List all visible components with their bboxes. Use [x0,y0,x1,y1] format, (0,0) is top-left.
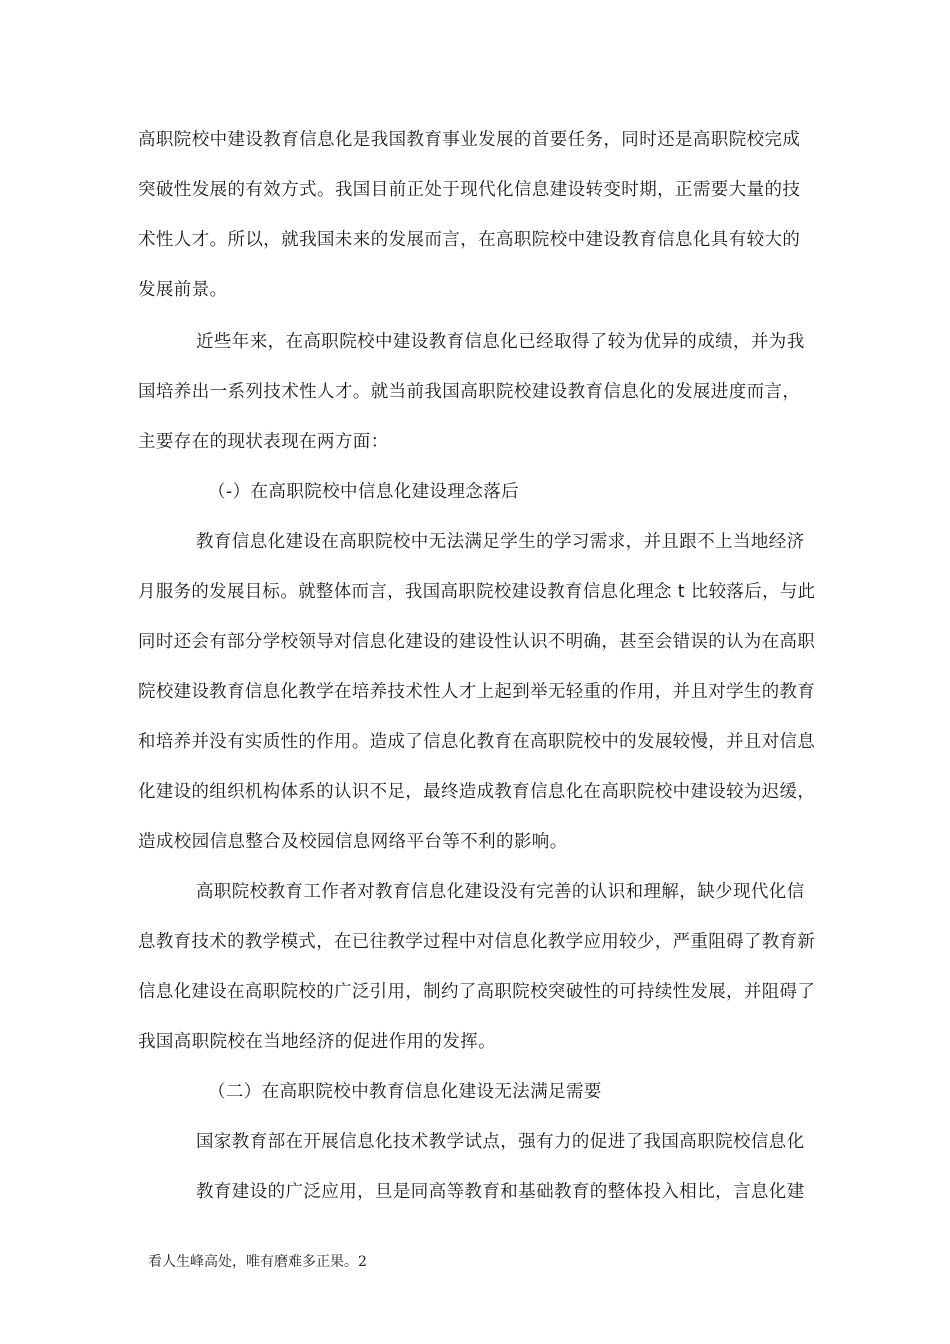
body-line: 我国高职院校在当地经济的促进作用的发挥。 [138,1032,496,1052]
section-heading: （-）在高职院校中信息化建设理念落后 [208,482,520,502]
body-line: 化建设的组织机构体系的认识不足，最终造成教育信息化在高职院校中建设较为迟缓， [138,782,816,802]
body-line: 月服务的发展目标。就整体而言，我国高职院校建设教育信息化理念 t 比较落后，与此 [138,582,816,602]
section-heading: （二）在高职院校中教育信息化建设无法满足需要 [208,1082,602,1102]
body-line: 术性人才。所以，就我国未来的发展而言，在高职院校中建设教育信息化具有较大的 [138,230,801,250]
body-line: 近些年来，在高职院校中建设教育信息化已经取得了较为优异的成绩，并为我 [196,332,805,352]
body-line: 造成校园信息整合及校园信息网络平台等不利的影响。 [138,832,568,852]
body-line: 高职院校教育工作者对教育信息化建设没有完善的认识和理解，缺少现代化信 [196,882,805,902]
body-line: 息教育技术的教学模式，在已往教学过程中对信息化教学应用较少，严重阻碍了教育新 [138,932,816,952]
body-line: 教育建设的广泛应用，旦是同高等教育和基础教育的整体投入相比，言息化建 [196,1182,805,1202]
body-line: 同时还会有部分学校领导对信息化建设的建设性认识不明确，甚至会错误的认为在高职 [138,632,816,652]
body-line: 院校建设教育信息化教学在培养技术性人才上起到举无轻重的作用，并且对学生的教育 [138,682,816,702]
body-line: 高职院校中建设教育信息化是我国教育事业发展的首要任务，同时还是高职院校完成 [138,130,801,150]
body-line: 国家教育部在开展信息化技术教学试点，强有力的促进了我国高职院校信息化 [196,1132,805,1152]
body-line: 信息化建设在高职院校的广泛引用，制约了高职院校突破性的可持续性发展，并阻碍了 [138,982,816,1002]
body-line: 突破性发展的有效方式。我国目前正处于现代化信息建设转变时期，正需要大量的技 [138,180,801,200]
body-line: 教育信息化建设在高职院校中无法满足学生的学习需求，并且跟不上当地经济 [196,532,805,552]
body-line: 主要存在的现状表现在两方面： [138,432,389,452]
body-line: 和培养并没有实质性的作用。造成了信息化教育在高职院校中的发展较慢，并且对信息 [138,732,816,752]
page-footer: 看人生峰高处，唯有磨难多正果。2 [148,1254,367,1270]
body-line: 发展前景。 [138,280,228,300]
body-line: 国培养出一系列技术性人才。就当前我国高职院校建设教育信息化的发展进度而言， [138,382,801,402]
